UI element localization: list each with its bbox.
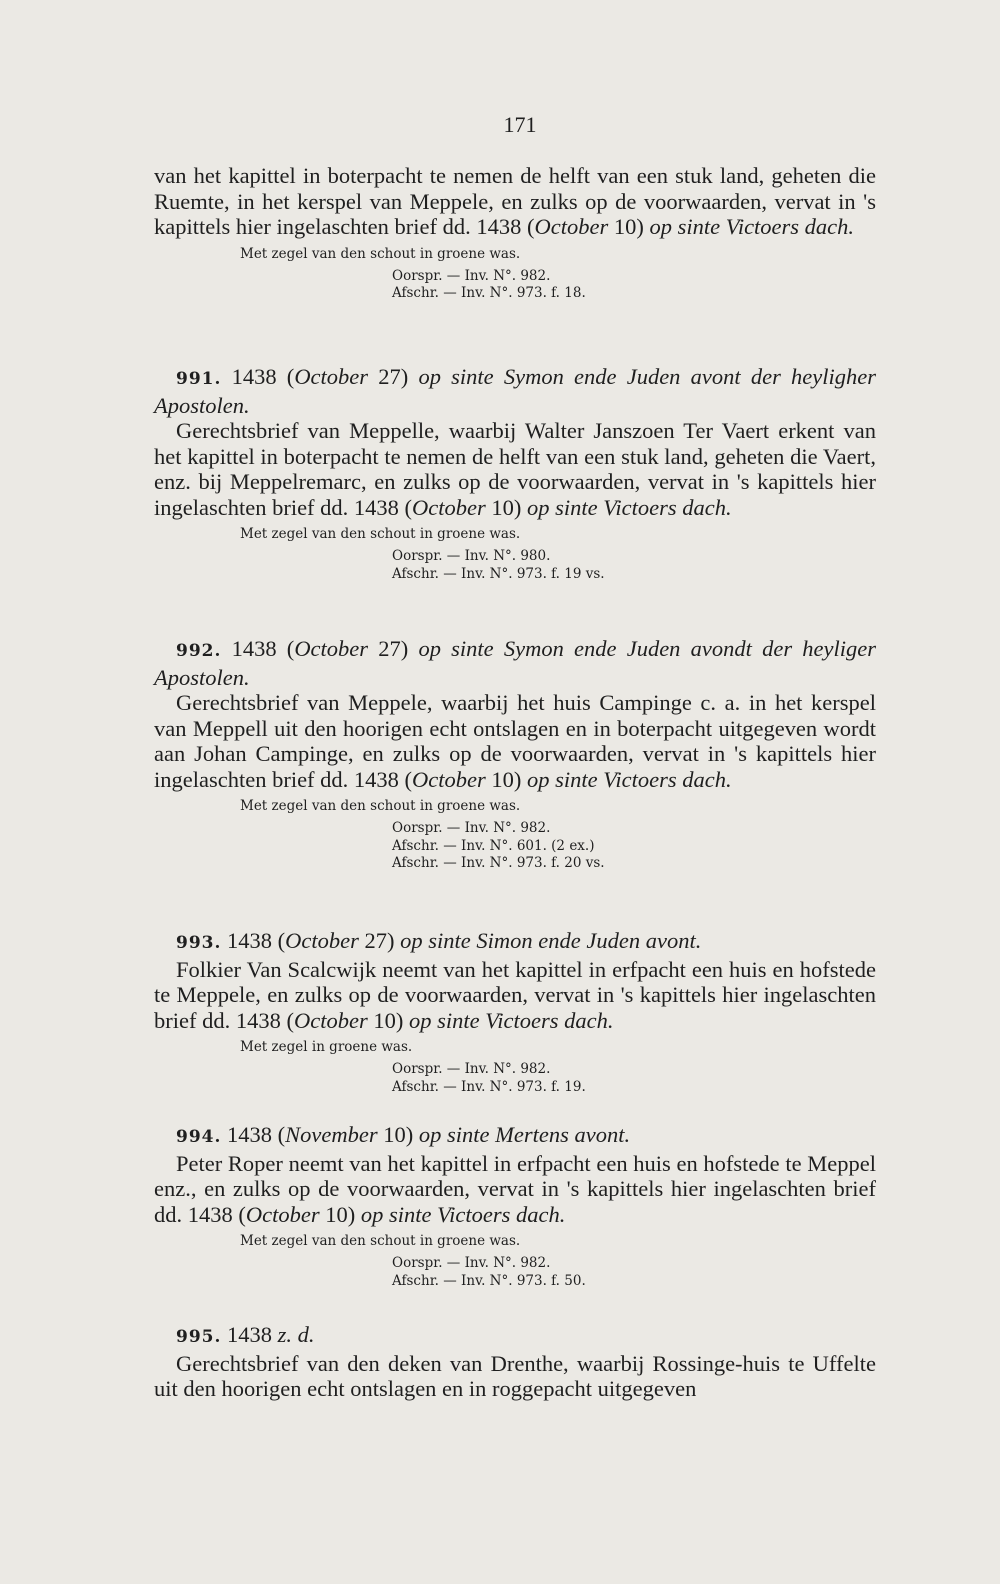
seal-note: Met zegel van den schout in groene was. [240,1233,521,1249]
entry-text: Gerechtsbrief van Meppele, waarbij het huis Campinge c. a. in het kerspel van Meppell uit den hoorigen echt ontslagen en in boterpacht uitgegeven wordt aan Johan Campinge, en zulks op de voorwaarden, vervat in 's kapittels hier ingelaschten brief dd. 1438 (October 10) op sinte Victoers dach. [154,690,876,792]
archive-refs: Oorspr. — Inv. N°. 982. Afschr. — Inv. N°. 973. f. 50. [392,1255,586,1289]
entry-995 [154,1322,876,1402]
seal-note: Met zegel in groene was. [240,1039,413,1055]
entry-heading: 994. 1438 (November 10) op sinte Mertens avont. [176,1122,631,1147]
entry-text: Gerechtsbrief van den deken van Drenthe, waarbij Rossinge-huis te Uffelte uit den hoorigen echt ontslagen en in roggepacht uitgegeven [154,1350,876,1401]
entry-994 [154,1122,876,1290]
entry-heading: 995. 1438 z. d. [176,1322,315,1347]
continuation-text: van het kapittel in boterpacht te nemen de helft van een stuk land, geheten die Ruemte, in het kerspel van Meppele, en zulks op de voorwaarden, vervat in 's kapittels hier ingelaschten brief dd. 1438 (October 10) op sinte Victoers dach. [154,163,876,239]
seal-note: Met zegel van den schout in groene was. [240,526,521,542]
entry-993 [154,928,876,1096]
entry-text: Folkier Van Scalcwijk neemt van het kapittel in erfpacht een huis en hofstede te Meppele, en zulks op de voorwaarden, vervat in 's kapittels hier ingelaschten brief dd. 1438 (October 10) op sinte Victoers dach. [154,956,876,1033]
archive-refs: Oorspr. — Inv. N°. 982. Afschr. — Inv. N°. 601. (2 ex.) Afschr. — Inv. N°. 973. f. 20 vs. [392,820,605,871]
entry-991 [154,364,876,583]
entry-text: Gerechtsbrief van Meppelle, waarbij Walter Janszoen Ter Vaert erkent van het kapittel in boterpacht te nemen de helft van een stuk land, geheten die Vaert, enz. bij Meppelremarc, en zulks op de voorwaarden, vervat in 's kapittels hier ingelaschten brief dd. 1438 (October 10) op sinte Victoers dach. [154,418,876,520]
entry-heading: 991. 1438 (October 27) op sinte Symon ende Juden avont der heyligher Apostolen. [154,364,876,418]
entry-heading: 993. 1438 (October 27) op sinte Simon ende Juden avont. [176,928,702,953]
page-number: 171 [503,112,537,137]
entry-text: Peter Roper neemt van het kapittel in erfpacht een huis en hofstede te Meppel enz., en zulks op de voorwaarden, vervat in 's kapittels hier ingelaschten brief dd. 1438 (October 10) op sinte Victoers dach. [154,1150,876,1227]
archive-refs: Oorspr. — Inv. N°. 982. Afschr. — Inv. N°. 973. f. 19. [392,1061,586,1095]
archive-refs: Oorspr. — Inv. N°. 982. Afschr. — Inv. N°. 973. f. 18. [392,267,586,301]
seal-note: Met zegel van den schout in groene was. [240,798,521,814]
seal-note: Met zegel van den schout in groene was. [240,245,521,262]
continuation-block [154,163,876,303]
entry-992 [154,636,876,873]
entry-heading: 992. 1438 (October 27) op sinte Symon ende Juden avondt der heyliger Apostolen. [154,636,876,690]
archive-refs: Oorspr. — Inv. N°. 980. Afschr. — Inv. N°. 973. f. 19 vs. [392,548,605,582]
